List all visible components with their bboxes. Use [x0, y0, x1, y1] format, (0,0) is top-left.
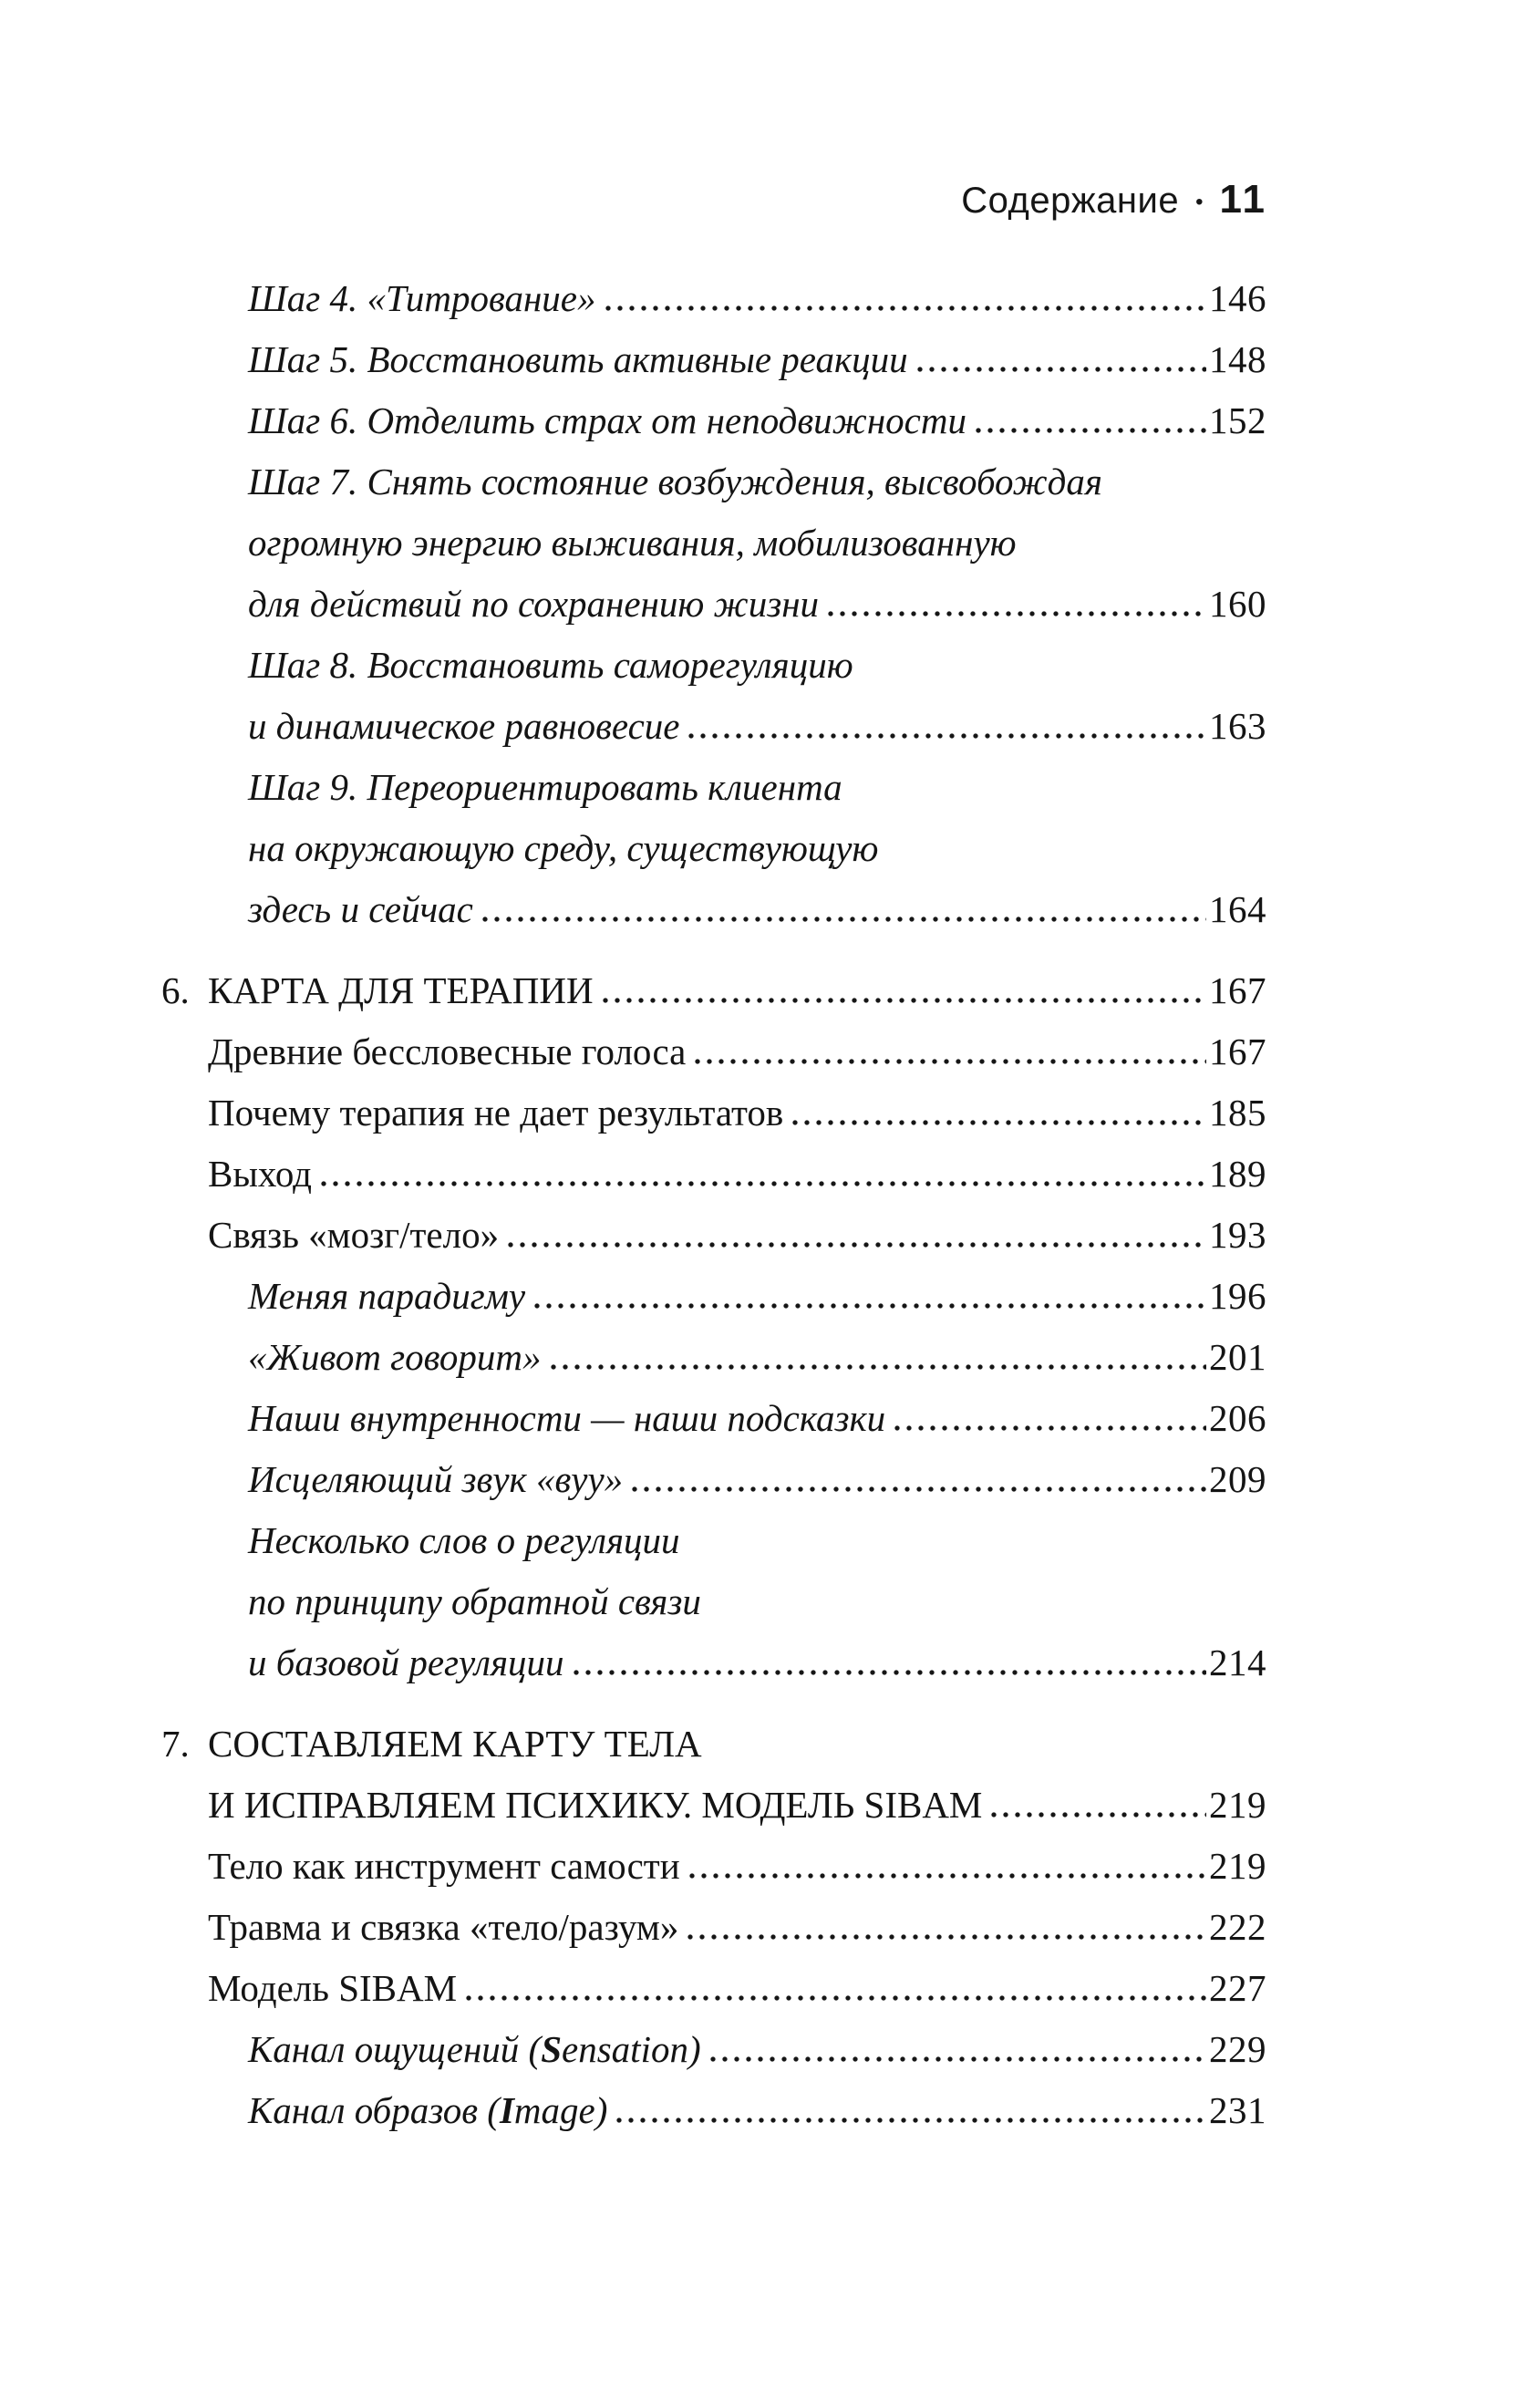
dot-leader [551, 1364, 1206, 1370]
toc-entry [0, 1266, 1540, 1327]
toc-page-number: 160 [1209, 583, 1266, 625]
dot-leader [688, 733, 1206, 739]
toc-entry [0, 390, 1540, 451]
header-separator-dot: • [1195, 190, 1204, 214]
toc-page-number: 148 [1209, 338, 1266, 380]
toc-entry-title-line: Шаг 7. Снять состояние возбуждения, высвобождая [248, 461, 1102, 502]
toc-page-number: 167 [1209, 969, 1266, 1011]
toc-entry-title-line: Наши внутренности — наши подсказки [248, 1397, 886, 1439]
toc-entry-title-line: здесь и сейчас [248, 888, 473, 930]
toc-entry [0, 1205, 1540, 1266]
toc-page-number: 152 [1209, 399, 1266, 441]
dot-leader [482, 916, 1206, 922]
dot-leader [605, 305, 1207, 311]
toc-entry-title-line: Шаг 6. Отделить страх от неподвижности [248, 399, 966, 441]
toc-entry-title-line: Канал ощущений (Sensation) [248, 2028, 701, 2070]
toc-page-number: 167 [1209, 1030, 1266, 1072]
toc-list [0, 268, 1540, 2141]
toc-page-number: 185 [1209, 1092, 1266, 1134]
toc-page-number: 196 [1209, 1275, 1266, 1317]
toc-entry [0, 1082, 1540, 1144]
toc-page-number: 193 [1209, 1214, 1266, 1256]
toc-entry [0, 960, 1540, 1021]
toc-page-number: 229 [1209, 2028, 1266, 2070]
toc-entry-title-line: Шаг 8. Восстановить саморегуляцию [248, 644, 853, 686]
dot-leader [695, 1059, 1206, 1064]
toc-entry [0, 757, 1540, 940]
toc-entry [0, 2019, 1540, 2080]
toc-entry [0, 1510, 1540, 1693]
toc-entry-title-line: Шаг 9. Переориентировать клиента [248, 766, 842, 808]
toc-entry [0, 1388, 1540, 1449]
dot-leader [894, 1425, 1206, 1431]
toc-entry [0, 451, 1540, 635]
toc-page-number: 219 [1209, 1845, 1266, 1887]
dot-leader [687, 1934, 1206, 1940]
dot-leader [917, 367, 1206, 372]
toc-entry-title-line: Тело как инструмент самости [208, 1845, 680, 1887]
running-header [961, 177, 1267, 223]
toc-page-number: 146 [1209, 277, 1266, 319]
dot-leader [616, 2118, 1206, 2123]
toc-entry [0, 268, 1540, 329]
toc-entry-title-line: Почему терапия не дает результатов [208, 1092, 784, 1134]
toc-page-number: 164 [1209, 888, 1266, 930]
toc-entry-title-line: Модель SIBAM [208, 1967, 458, 2009]
toc-entry-title-line: Связь «мозг/тело» [208, 1214, 500, 1256]
dot-leader [710, 2056, 1206, 2062]
toc-page-number: 209 [1209, 1458, 1266, 1500]
dot-leader [991, 1812, 1206, 1817]
toc-entry-title-line: и базовой регуляции [248, 1641, 564, 1683]
toc-entry [0, 1327, 1540, 1388]
toc-entry-title-line: «Живот говорит» [248, 1336, 542, 1378]
toc-page-number: 201 [1209, 1336, 1266, 1378]
dot-leader [466, 1995, 1206, 2001]
toc-page-number: 231 [1209, 2089, 1266, 2131]
toc-page-number: 206 [1209, 1397, 1266, 1439]
toc-entry-title-line: СОСТАВЛЯЕМ КАРТУ ТЕЛА [208, 1723, 702, 1765]
toc-entry-title-line: Шаг 5. Восстановить активные реакции [248, 338, 908, 380]
toc-entry-title-line: на окружающую среду, существующую [248, 827, 879, 869]
toc-entry [0, 2080, 1540, 2141]
toc-page-number: 214 [1209, 1641, 1266, 1683]
toc-entry [0, 1897, 1540, 1958]
header-title: Содержание [961, 181, 1180, 221]
toc-entry-title-line: Шаг 4. «Титрование» [248, 277, 596, 319]
dot-leader [976, 428, 1206, 433]
toc-entry-title-line: по принципу обратной связи [248, 1580, 701, 1622]
dot-leader [603, 998, 1206, 1003]
toc-entry-title-line: И ИСПРАВЛЯЕМ ПСИХИКУ. МОДЕЛЬ SIBAM [208, 1784, 983, 1826]
toc-entry [0, 1958, 1540, 2019]
dot-leader [792, 1120, 1206, 1125]
toc-entry-title-line: Несколько слов о регуляции [248, 1519, 680, 1561]
dot-leader [574, 1670, 1206, 1675]
toc-page-number: 189 [1209, 1153, 1266, 1195]
toc-entry [0, 1144, 1540, 1205]
chapter-number: 6. [161, 969, 190, 1011]
toc-entry-title-line: Исцеляющий звук «вуу» [248, 1458, 624, 1500]
toc-entry [0, 1836, 1540, 1897]
toc-entry-title-line: для действий по сохранению жизни [248, 583, 820, 625]
toc-page-number: 222 [1209, 1906, 1266, 1948]
toc-entry-title-line: Травма и связка «тело/разум» [208, 1906, 679, 1948]
dot-leader [689, 1873, 1206, 1879]
dot-leader [828, 611, 1206, 616]
toc-entry-title-line: Выход [208, 1153, 313, 1195]
toc-page-number: 227 [1209, 1967, 1266, 2009]
toc-entry [0, 1449, 1540, 1510]
dot-leader [508, 1242, 1206, 1248]
toc-entry-title-line: огромную энергию выживания, мобилизованную [248, 522, 1017, 564]
header-page-number: 11 [1219, 177, 1267, 222]
toc-page-number: 219 [1209, 1784, 1266, 1826]
dot-leader [534, 1303, 1206, 1309]
chapter-number: 7. [161, 1723, 190, 1765]
toc-entry-title-line: Древние бессловесные голоса [208, 1030, 687, 1072]
toc-entry-title-line: КАРТА ДЛЯ ТЕРАПИИ [208, 969, 594, 1011]
toc-entry-title-line: Канал образов (Image) [248, 2089, 608, 2131]
toc-entry [0, 1714, 1540, 1836]
toc-entry-title-line: Меняя парадигму [248, 1275, 526, 1317]
toc-entry [0, 1021, 1540, 1082]
toc-entry-title-line: и динамическое равновесие [248, 705, 680, 747]
toc-entry [0, 635, 1540, 757]
dot-leader [632, 1486, 1206, 1492]
dot-leader [321, 1181, 1206, 1186]
toc-entry [0, 329, 1540, 390]
toc-page-number: 163 [1209, 705, 1266, 747]
